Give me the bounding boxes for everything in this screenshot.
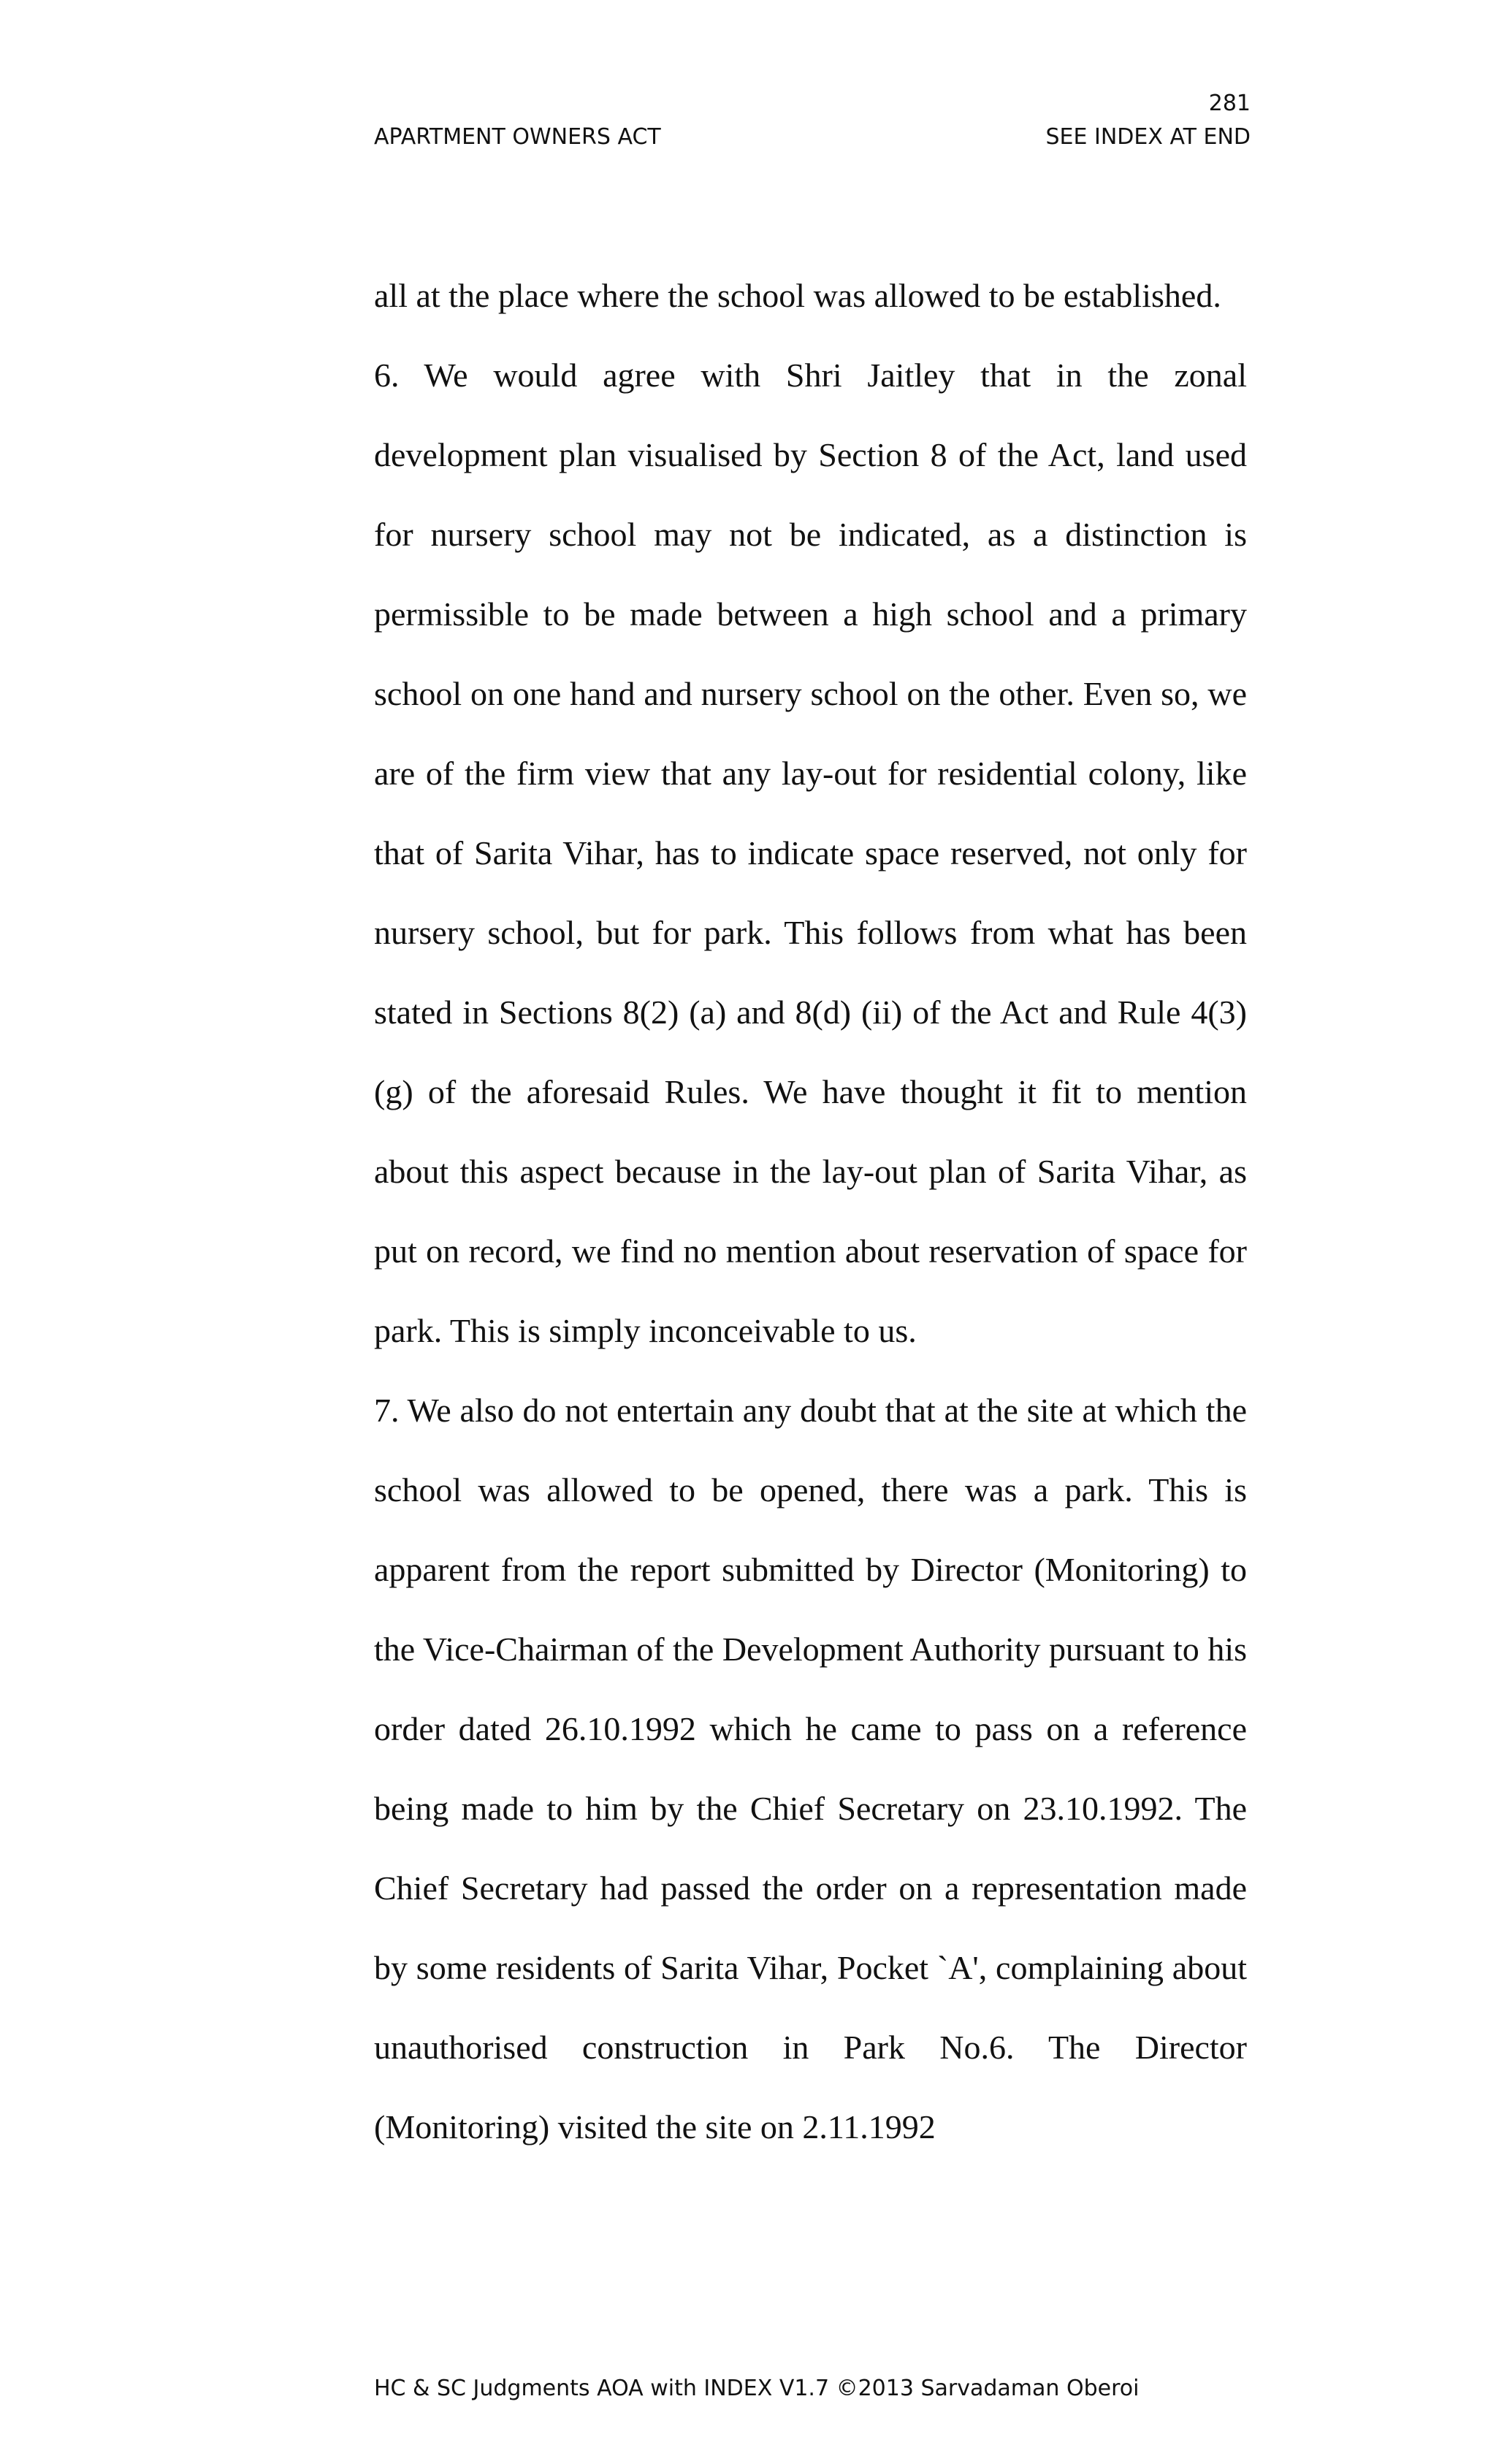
paragraph-6: 6. We would agree with Shri Jaitley that in the zonal development plan visualised by Section 8 of the Act, land used for nursery school may not be indicated, as a distinction is permissible to be made between a high school and a primary school on one hand and nursery school on the other. Even so, we are of the firm view that any lay-out for residential colony, like that of Sarita Vihar, has to indicate space reserved, not only for nursery school, but for park. This follows from what has been stated in Sections 8(2) (a) and 8(d) (ii) of the Act and Rule 4(3) (g) of the aforesaid Rules. We have thought it fit to mention about this aspect because in the lay-out plan of Sarita Vihar, as put on record, we find no mention about reservation of space for park. This is simply inconceivable to us. [374,356,1247,1349]
running-header [374,123,1251,152]
document-body [374,256,1247,2167]
page-number: 281 [1208,91,1251,116]
page-footer: HC & SC Judgments AOA with INDEX V1.7 ©2013 Sarvadaman Oberoi [374,2376,1140,2401]
header-right-note: SEE INDEX AT END [1045,124,1251,150]
paragraph-continuation: all at the place where the school was allowed to be established. [374,277,1221,314]
paragraph-7: 7. We also do not entertain any doubt that at the site at which the school was allowed to be opened, there was a park. This is apparent from the report submitted by Director (Monitoring) to the Vice-Chairman of the Development Authority pursuant to his order dated 26.10.1992 which he came to pass on a reference being made to him by the Chief Secretary on 23.10.1992. The Chief Secretary had passed the order on a representation made by some residents of Sarita Vihar, Pocket `A', complaining about unauthorised construction in Park No.6. The Director (Monitoring) visited the site on 2.11.1992 [374,1392,1247,2145]
header-left-title: APARTMENT OWNERS ACT [374,124,661,150]
